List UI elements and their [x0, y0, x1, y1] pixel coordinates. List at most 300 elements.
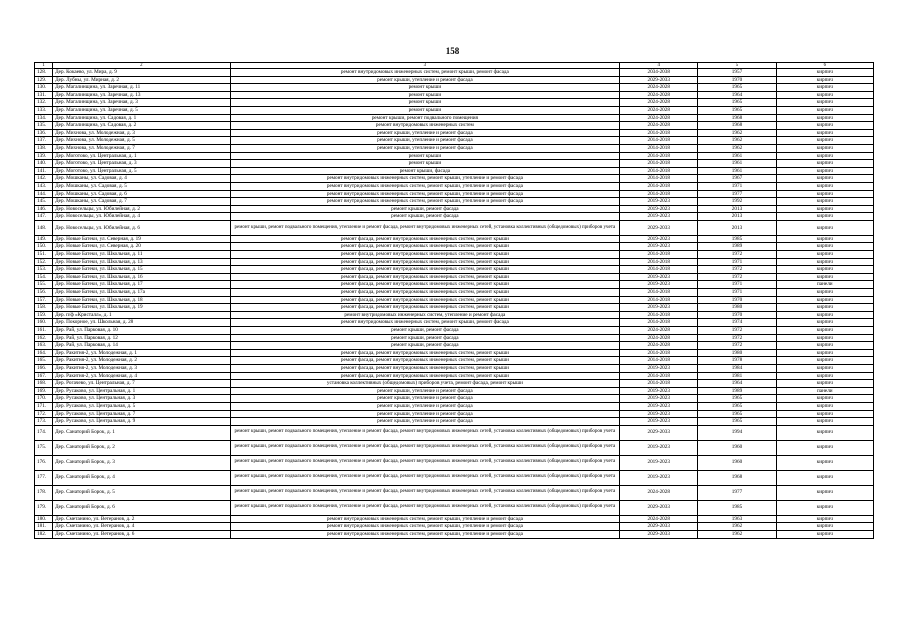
table-row: [35, 402, 874, 410]
wall-material-cell: кирпич: [776, 500, 873, 515]
wall-material-cell: кирпич: [776, 213, 873, 221]
work-type-cell: установка коллективных (общедомовых) приборов учета, ремонт фасада, ремонт крыши: [230, 380, 619, 388]
table-row: [35, 220, 874, 235]
wall-material-cell: кирпич: [776, 243, 873, 251]
period-cell: 2029-2033: [620, 530, 698, 538]
table-row: [35, 91, 874, 99]
work-type-cell: ремонт внутридомовых инженерных систем, ремонт крыши, утепление и ремонт фасада: [230, 530, 619, 538]
build-year-cell: 2013: [698, 205, 776, 213]
wall-material-cell: кирпич: [776, 296, 873, 304]
period-cell: 2024-2028: [620, 485, 698, 500]
wall-material-cell: панели: [776, 387, 873, 395]
address-cell: Дер. Санаторий Борок, д. 1: [53, 425, 231, 440]
build-year-cell: 1962: [698, 530, 776, 538]
work-type-cell: ремонт внутридомовых инженерных систем, ремонт крыши, ремонт фасада: [230, 319, 619, 327]
table-row: [35, 500, 874, 515]
address-cell: Дер. п/ф «Кристалл», д. 1: [53, 311, 231, 319]
table-row: [35, 198, 874, 206]
address-cell: Дер. Магалинщина, ул. Заречная, д. 13: [53, 91, 231, 99]
period-cell: 2029-2033: [620, 500, 698, 515]
work-type-cell: ремонт внутридомовых инженерных систем, ремонт крыши, утепление и ремонт фасада: [230, 515, 619, 523]
build-year-cell: 1961: [698, 167, 776, 175]
period-cell: 2014-2018: [620, 258, 698, 266]
build-year-cell: 1977: [698, 190, 776, 198]
period-cell: 2014-2018: [620, 144, 698, 152]
work-type-cell: ремонт крыши: [230, 91, 619, 99]
address-cell: Дер. Моготово, ул. Центральная, д. 5: [53, 167, 231, 175]
wall-material-cell: кирпич: [776, 372, 873, 380]
build-year-cell: 1980: [698, 349, 776, 357]
period-cell: 2019-2023: [620, 364, 698, 372]
build-year-cell: 1989: [698, 243, 776, 251]
wall-material-cell: кирпич: [776, 440, 873, 455]
build-year-cell: 1981: [698, 372, 776, 380]
wall-material-cell: кирпич: [776, 76, 873, 84]
row-number-cell: 141.: [35, 167, 53, 175]
address-cell: Дер. Сметанино, ул. Ветеранов, д. 2: [53, 515, 231, 523]
table-row: [35, 380, 874, 388]
address-cell: Дер. Лубны, ул. Мирная, д. 2: [53, 76, 231, 84]
address-cell: Дер. Сметанино, ул. Ветеранов, д. 6: [53, 530, 231, 538]
row-number-cell: 171.: [35, 402, 53, 410]
period-cell: 2019-2023: [620, 304, 698, 312]
address-cell: Дер. Рогачево, ул. Центральная, д. 7: [53, 380, 231, 388]
build-year-cell: 1964: [698, 91, 776, 99]
table-row: [35, 129, 874, 137]
address-cell: Дер. Рай, ул. Парковая, д. 10: [53, 327, 231, 335]
wall-material-cell: кирпич: [776, 455, 873, 470]
wall-material-cell: кирпич: [776, 205, 873, 213]
address-cell: Дер. Михнова, ул. Молодежная, д. 3: [53, 129, 231, 137]
period-cell: 2019-2023: [620, 273, 698, 281]
wall-material-cell: кирпич: [776, 410, 873, 418]
period-cell: 2024-2028: [620, 327, 698, 335]
address-cell: Дер. Магалинщина, ул. Заречная, д. 11: [53, 84, 231, 92]
build-year-cell: 1968: [698, 470, 776, 485]
wall-material-cell: кирпич: [776, 175, 873, 183]
work-type-cell: ремонт крыши, утепление и ремонт фасада: [230, 387, 619, 395]
period-cell: 2014-2018: [620, 266, 698, 274]
wall-material-cell: кирпич: [776, 523, 873, 531]
address-cell: Дер. Ракитня-2, ул. Молодежная, д. 1: [53, 349, 231, 357]
build-year-cell: 1965: [698, 84, 776, 92]
work-type-cell: ремонт крыши: [230, 106, 619, 114]
work-type-cell: ремонт фасада, ремонт внутридомовых инженерных систем, ремонт крыши: [230, 304, 619, 312]
address-cell: Дер. Новые Батеки, ул. Школьная, д. 18: [53, 296, 231, 304]
build-year-cell: 1960: [698, 455, 776, 470]
build-year-cell: 2013: [698, 213, 776, 221]
work-type-cell: ремонт фасада, ремонт внутридомовых инженерных систем, ремонт крыши: [230, 243, 619, 251]
period-cell: 2024-2028: [620, 84, 698, 92]
table-row: [35, 425, 874, 440]
address-cell: Дер. Ракитня-2, ул. Молодежная, д. 3: [53, 364, 231, 372]
work-type-cell: ремонт крыши, ремонт подвального помещения, утепление и ремонт фасада, ремонт внутридомовых инженерных сетей, установка коллективных (общедомовых) приборов учета: [230, 220, 619, 235]
wall-material-cell: кирпич: [776, 395, 873, 403]
period-cell: 2014-2018: [620, 372, 698, 380]
row-number-cell: 151.: [35, 251, 53, 259]
table-row: [35, 455, 874, 470]
address-cell: Дер. Новые Батеки, ул. Школьная, д. 13: [53, 258, 231, 266]
wall-material-cell: кирпич: [776, 402, 873, 410]
address-cell: Дер. Новые Батеки, ул. Школьная, д. 16: [53, 273, 231, 281]
table-row: [35, 106, 874, 114]
row-number-cell: 134.: [35, 114, 53, 122]
table-row: [35, 114, 874, 122]
build-year-cell: 1960: [698, 440, 776, 455]
row-number-cell: 180.: [35, 515, 53, 523]
period-cell: 2014-2018: [620, 167, 698, 175]
wall-material-cell: кирпич: [776, 167, 873, 175]
work-type-cell: ремонт крыши: [230, 152, 619, 160]
table-row: [35, 167, 874, 175]
address-cell: Дер. Покорное, ул. Школьная, д. 28: [53, 319, 231, 327]
address-cell: Дер. Русаково, ул. Центральная, д. 7: [53, 410, 231, 418]
row-number-cell: 152.: [35, 258, 53, 266]
row-number-cell: 167.: [35, 372, 53, 380]
build-year-cell: 1965: [698, 410, 776, 418]
build-year-cell: 1961: [698, 152, 776, 160]
build-year-cell: 1971: [698, 289, 776, 297]
row-number-cell: 157.: [35, 296, 53, 304]
row-number-cell: 182.: [35, 530, 53, 538]
work-type-cell: ремонт крыши, ремонт фасада: [230, 327, 619, 335]
build-year-cell: 1968: [698, 122, 776, 130]
address-cell: Дер. Санаторий Борок, д. 3: [53, 455, 231, 470]
wall-material-cell: кирпич: [776, 106, 873, 114]
build-year-cell: 1964: [698, 380, 776, 388]
table-row: [35, 296, 874, 304]
table-row: [35, 523, 874, 531]
period-cell: 2024-2028: [620, 106, 698, 114]
build-year-cell: 2013: [698, 220, 776, 235]
address-cell: Дер. Новые Батеки, ул. Школьная, д. 17а: [53, 289, 231, 297]
wall-material-cell: кирпич: [776, 144, 873, 152]
wall-material-cell: кирпич: [776, 129, 873, 137]
row-number-cell: 140.: [35, 160, 53, 168]
wall-material-cell: кирпич: [776, 220, 873, 235]
address-cell: Дер. Магалинщина, ул. Садовая, д. 1: [53, 114, 231, 122]
period-cell: 2014-2018: [620, 190, 698, 198]
period-cell: 2029-2033: [620, 425, 698, 440]
row-number-cell: 158.: [35, 304, 53, 312]
table-row: [35, 251, 874, 259]
row-number-cell: 162.: [35, 334, 53, 342]
wall-material-cell: кирпич: [776, 251, 873, 259]
wall-material-cell: кирпич: [776, 84, 873, 92]
period-cell: 2019-2023: [620, 243, 698, 251]
work-type-cell: ремонт крыши: [230, 84, 619, 92]
header-cell: 1: [35, 63, 53, 69]
address-cell: Дер. Магалинщина, ул. Заречная, д. 5: [53, 106, 231, 114]
work-type-cell: ремонт крыши, утепление и ремонт фасада: [230, 418, 619, 426]
period-cell: 2019-2023: [620, 387, 698, 395]
build-year-cell: 1957: [698, 69, 776, 77]
period-cell: 2019-2023: [620, 410, 698, 418]
work-type-cell: ремонт внутридомовых инженерных систем, утепление и ремонт фасада: [230, 311, 619, 319]
row-number-cell: 135.: [35, 122, 53, 130]
build-year-cell: 1970: [698, 311, 776, 319]
work-type-cell: ремонт фасада, ремонт внутридомовых инженерных систем, ремонт крыши: [230, 364, 619, 372]
wall-material-cell: кирпич: [776, 114, 873, 122]
address-cell: Дер. Новые Батеки, ул. Северная, д. 20: [53, 243, 231, 251]
address-cell: Дер. Санаторий Борок, д. 4: [53, 470, 231, 485]
row-number-cell: 143.: [35, 182, 53, 190]
table-row: [35, 418, 874, 426]
period-cell: 2024-2028: [620, 342, 698, 350]
table-row: [35, 395, 874, 403]
work-type-cell: ремонт крыши, ремонт подвального помещения, утепление и ремонт фасада, ремонт внутридомовых инженерных сетей, установка коллективных (общедомовых) приборов учета: [230, 455, 619, 470]
wall-material-cell: панели: [776, 281, 873, 289]
table-row: [35, 182, 874, 190]
address-cell: Дер. Новосельцы, ул. Юбилейная, д. 6: [53, 220, 231, 235]
work-type-cell: ремонт крыши, ремонт подвального помещения, утепление и ремонт фасада, ремонт внутридомовых инженерных сетей, установка коллективных (общедомовых) приборов учета: [230, 425, 619, 440]
work-type-cell: ремонт фасада, ремонт внутридомовых инженерных систем, ремонт крыши: [230, 273, 619, 281]
table-row: [35, 304, 874, 312]
row-number-cell: 160.: [35, 319, 53, 327]
build-year-cell: 1965: [698, 402, 776, 410]
period-cell: 2019-2023: [620, 470, 698, 485]
row-number-cell: 130.: [35, 84, 53, 92]
table-row: [35, 281, 874, 289]
work-type-cell: ремонт крыши, ремонт подвального помещения: [230, 114, 619, 122]
wall-material-cell: кирпич: [776, 425, 873, 440]
table-body: [35, 63, 874, 539]
work-type-cell: ремонт крыши, утепление и ремонт фасада: [230, 144, 619, 152]
row-number-cell: 133.: [35, 106, 53, 114]
work-type-cell: ремонт крыши, ремонт фасада: [230, 205, 619, 213]
build-year-cell: 1968: [698, 114, 776, 122]
address-cell: Дер. Новосельцы, ул. Юбилейная, д. 4: [53, 213, 231, 221]
wall-material-cell: кирпич: [776, 190, 873, 198]
wall-material-cell: кирпич: [776, 357, 873, 365]
address-cell: Дер. Рай, ул. Парковая, д. 14: [53, 342, 231, 350]
build-year-cell: 1965: [698, 99, 776, 107]
build-year-cell: 1977: [698, 485, 776, 500]
address-cell: Дер. Санаторий Борок, д. 6: [53, 500, 231, 515]
address-cell: Дер. Новые Батеки, ул. Школьная, д. 11: [53, 251, 231, 259]
page-number: 158: [445, 46, 460, 56]
build-year-cell: 1972: [698, 273, 776, 281]
build-year-cell: 1963: [698, 515, 776, 523]
row-number-cell: 139.: [35, 152, 53, 160]
build-year-cell: 1962: [698, 137, 776, 145]
period-cell: 2014-2018: [620, 137, 698, 145]
row-number-cell: 177.: [35, 470, 53, 485]
work-type-cell: ремонт внутридомовых инженерных систем, ремонт крыши, утепление и ремонт фасада: [230, 182, 619, 190]
period-cell: 2014-2018: [620, 175, 698, 183]
build-year-cell: 1985: [698, 500, 776, 515]
wall-material-cell: кирпич: [776, 304, 873, 312]
build-year-cell: 1971: [698, 182, 776, 190]
build-year-cell: 1985: [698, 235, 776, 243]
period-cell: 2024-2028: [620, 334, 698, 342]
row-number-cell: 174.: [35, 425, 53, 440]
row-number-cell: 147.: [35, 213, 53, 221]
table-row: [35, 235, 874, 243]
address-cell: Дер. Русаково, ул. Центральная, д. 9: [53, 418, 231, 426]
wall-material-cell: кирпич: [776, 418, 873, 426]
address-cell: Дер. Мошканы, ул. Садовая, д. 4: [53, 175, 231, 183]
build-year-cell: 1994: [698, 425, 776, 440]
row-number-cell: 179.: [35, 500, 53, 515]
table-row: [35, 205, 874, 213]
wall-material-cell: кирпич: [776, 334, 873, 342]
address-cell: Дер. Новосельцы, ул. Юбилейная, д. 2: [53, 205, 231, 213]
table-row: [35, 152, 874, 160]
build-year-cell: 1980: [698, 304, 776, 312]
wall-material-cell: кирпич: [776, 485, 873, 500]
row-number-cell: 166.: [35, 364, 53, 372]
row-number-cell: 145.: [35, 198, 53, 206]
table-row: [35, 160, 874, 168]
period-cell: 2034-2038: [620, 69, 698, 77]
work-type-cell: ремонт внутридомовых инженерных систем, ремонт крыши, ремонт фасада: [230, 69, 619, 77]
work-type-cell: ремонт фасада, ремонт внутридомовых инженерных систем, ремонт крыши: [230, 235, 619, 243]
period-cell: 2019-2023: [620, 395, 698, 403]
address-cell: Дер. Санаторий Борок, д. 2: [53, 440, 231, 455]
address-cell: Дер. Мошканы, ул. Садовая, д. 6: [53, 190, 231, 198]
period-cell: 2014-2018: [620, 182, 698, 190]
period-cell: 2029-2033: [620, 220, 698, 235]
work-type-cell: ремонт фасада, ремонт внутридомовых инженерных систем, ремонт крыши: [230, 296, 619, 304]
period-cell: 2019-2023: [620, 402, 698, 410]
row-number-cell: 168.: [35, 380, 53, 388]
table-row: [35, 334, 874, 342]
row-number-cell: 128.: [35, 69, 53, 77]
wall-material-cell: кирпич: [776, 364, 873, 372]
build-year-cell: 1961: [698, 160, 776, 168]
table-row: [35, 470, 874, 485]
work-type-cell: ремонт крыши, утепление и ремонт фасада: [230, 402, 619, 410]
period-cell: 2019-2023: [620, 440, 698, 455]
period-cell: 2024-2028: [620, 515, 698, 523]
period-cell: 2014-2018: [620, 251, 698, 259]
table-row: [35, 410, 874, 418]
row-number-cell: 178.: [35, 485, 53, 500]
table-row: [35, 190, 874, 198]
table-row: [35, 440, 874, 455]
table-row: [35, 530, 874, 538]
address-cell: Дер. Михнова, ул. Молодежная, д. 5: [53, 137, 231, 145]
wall-material-cell: кирпич: [776, 266, 873, 274]
table-row: [35, 342, 874, 350]
table-row: [35, 84, 874, 92]
row-number-cell: 129.: [35, 76, 53, 84]
row-number-cell: 173.: [35, 418, 53, 426]
work-type-cell: ремонт крыши, утепление и ремонт фасада: [230, 410, 619, 418]
period-cell: 2014-2018: [620, 160, 698, 168]
table-row: [35, 76, 874, 84]
period-cell: 2014-2018: [620, 129, 698, 137]
row-number-cell: 172.: [35, 410, 53, 418]
work-type-cell: ремонт внутридомовых инженерных систем, ремонт крыши, утепление и ремонт фасада: [230, 175, 619, 183]
build-year-cell: 1972: [698, 327, 776, 335]
work-type-cell: ремонт крыши: [230, 160, 619, 168]
build-year-cell: 1971: [698, 258, 776, 266]
address-cell: Дер. Русаково, ул. Центральная, д. 1: [53, 387, 231, 395]
header-cell: 2: [53, 63, 231, 69]
build-year-cell: 1972: [698, 251, 776, 259]
address-cell: Дер. Санаторий Борок, д. 5: [53, 485, 231, 500]
build-year-cell: 1974: [698, 319, 776, 327]
work-type-cell: ремонт крыши, ремонт подвального помещения, утепление и ремонт фасада, ремонт внутридомовых инженерных сетей, установка коллективных (общедомовых) приборов учета: [230, 485, 619, 500]
period-cell: 2019-2023: [620, 418, 698, 426]
row-number-cell: 136.: [35, 129, 53, 137]
row-number-cell: 155.: [35, 281, 53, 289]
period-cell: 2029-2033: [620, 523, 698, 531]
address-cell: Дер. Ракитня-2, ул. Молодежная, д. 4: [53, 372, 231, 380]
work-type-cell: ремонт крыши: [230, 99, 619, 107]
period-cell: 2019-2023: [620, 198, 698, 206]
work-type-cell: ремонт крыши, утепление и ремонт фасада: [230, 137, 619, 145]
address-cell: Дер. Новые Батеки, ул. Школьная, д. 15: [53, 266, 231, 274]
period-cell: 2019-2023: [620, 213, 698, 221]
wall-material-cell: кирпич: [776, 530, 873, 538]
row-number-cell: 137.: [35, 137, 53, 145]
row-number-cell: 132.: [35, 99, 53, 107]
period-cell: 2019-2023: [620, 205, 698, 213]
row-number-cell: 150.: [35, 243, 53, 251]
period-cell: 2029-2033: [620, 76, 698, 84]
address-cell: Дер. Русаково, ул. Центральная, д. 5: [53, 402, 231, 410]
build-year-cell: 1970: [698, 296, 776, 304]
work-type-cell: ремонт крыши, ремонт фасада: [230, 334, 619, 342]
row-number-cell: 131.: [35, 91, 53, 99]
row-number-cell: 149.: [35, 235, 53, 243]
build-year-cell: 1970: [698, 76, 776, 84]
wall-material-cell: кирпич: [776, 311, 873, 319]
row-number-cell: 181.: [35, 523, 53, 531]
wall-material-cell: кирпич: [776, 137, 873, 145]
period-cell: 2014-2018: [620, 357, 698, 365]
period-cell: 2024-2028: [620, 122, 698, 130]
work-type-cell: ремонт внутридомовых инженерных систем, ремонт крыши, утепление и ремонт фасада: [230, 523, 619, 531]
work-type-cell: ремонт фасада, ремонт внутридомовых инженерных систем, ремонт крыши: [230, 251, 619, 259]
build-year-cell: 1978: [698, 357, 776, 365]
row-number-cell: 148.: [35, 220, 53, 235]
work-type-cell: ремонт внутридомовых инженерных систем, ремонт крыши, утепление и ремонт фасада: [230, 190, 619, 198]
work-type-cell: ремонт крыши, ремонт фасада: [230, 342, 619, 350]
build-year-cell: 1965: [698, 395, 776, 403]
period-cell: 2019-2023: [620, 281, 698, 289]
row-number-cell: 176.: [35, 455, 53, 470]
work-type-cell: ремонт внутридомовых инженерных систем: [230, 122, 619, 130]
period-cell: 2014-2018: [620, 152, 698, 160]
row-number-cell: 146.: [35, 205, 53, 213]
build-year-cell: 1965: [698, 106, 776, 114]
table-row: [35, 327, 874, 335]
header-cell: 4: [620, 63, 698, 69]
address-cell: Дер. Русаково, ул. Центральная, д. 3: [53, 395, 231, 403]
wall-material-cell: кирпич: [776, 122, 873, 130]
row-number-cell: 156.: [35, 289, 53, 297]
row-number-cell: 154.: [35, 273, 53, 281]
table-row: [35, 364, 874, 372]
row-number-cell: 161.: [35, 327, 53, 335]
work-type-cell: ремонт фасада, ремонт внутридомовых инженерных систем, ремонт крыши: [230, 372, 619, 380]
address-cell: Дер. Ракитня-2, ул. Молодежная, д. 2: [53, 357, 231, 365]
period-cell: 2024-2028: [620, 114, 698, 122]
work-type-cell: ремонт крыши, утепление и ремонт фасада: [230, 129, 619, 137]
address-cell: Дер. Новые Батеки, ул. Школьная, д. 19: [53, 304, 231, 312]
wall-material-cell: кирпич: [776, 515, 873, 523]
address-cell: Дер. Новые Батеки, ул. Школьная, д. 17: [53, 281, 231, 289]
header-cell: 3: [230, 63, 619, 69]
row-number-cell: 153.: [35, 266, 53, 274]
table-row: [35, 319, 874, 327]
address-cell: Дер. Кокаево, ул. Мира, д. 9: [53, 69, 231, 77]
wall-material-cell: кирпич: [776, 160, 873, 168]
